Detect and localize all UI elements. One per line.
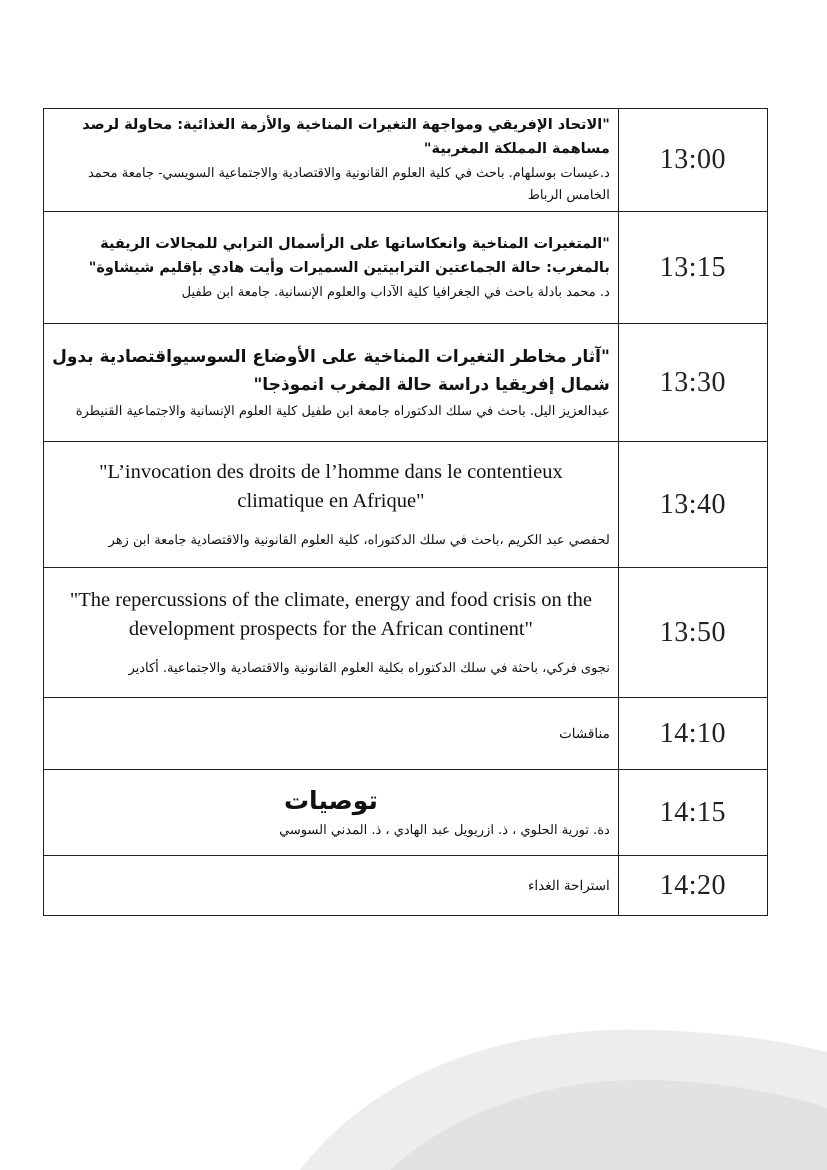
session-time: 13:30 (618, 324, 767, 442)
session-time: 13:50 (618, 568, 767, 698)
table-row (44, 698, 768, 770)
table-row (44, 324, 768, 442)
table-row (44, 770, 768, 856)
session-time: 14:15 (618, 770, 767, 856)
session-time: 14:20 (618, 856, 767, 916)
session-time: 13:15 (618, 212, 767, 324)
session-description (44, 568, 619, 698)
session-speaker: لحفصي عبد الكريم ،باحث في سلك الدكتوراه، كلية العلوم القانونية والاقتصادية جامعة ابن زهر (108, 532, 610, 548)
session-description (44, 856, 619, 916)
table-row (44, 442, 768, 568)
session-time: 13:00 (618, 109, 767, 212)
table-row (44, 212, 768, 324)
session-speaker: عبدالعزيز اليل. باحث في سلك الدكتوراه جامعة ابن طفيل كلية العلوم الإنسانية والاجتماعية القنيطرة (75, 403, 610, 419)
session-title: "الاتحاد الإفريقي ومواجهة التغيرات المناخية والأزمة الغذائية: محاولة لرصد مساهمة المملكة المغربية" (82, 117, 610, 157)
session-title: "L’invocation des droits de l’homme dans le contentieux climatique en Afrique" (99, 460, 563, 512)
program-table (43, 108, 768, 916)
session-title: "The repercussions of the climate, energy and food crisis on the development prospects for the African continent" (69, 588, 592, 640)
lunch-break-label: استراحة الغداء (528, 877, 610, 894)
recommendations-title: توصيات (283, 785, 378, 815)
session-description (44, 324, 619, 442)
session-speaker: د. محمد بادلة باحث في الجغرافيا كلية الآداب والعلوم الإنسانية. جامعة ابن طفيل (181, 284, 610, 300)
session-speaker: دة. تورية الحلوي ، ذ. ازريويل عبد الهادي ، ذ. المدني السوسي (279, 822, 610, 838)
discussion-label: مناقشات (559, 725, 610, 742)
session-description (44, 698, 619, 770)
session-speaker: نجوى فركي، باحثة في سلك الدكتوراه بكلية العلوم القانونية والاقتصادية والاجتماعية. أكادير (128, 660, 610, 676)
table-row (44, 109, 768, 212)
session-time: 14:10 (618, 698, 767, 770)
table-row (44, 856, 768, 916)
session-title: "المتغيرات المناخية وانعكاساتها على الرأسمال الترابي للمجالات الريفية بالمغرب: حالة الجماعتين الترابيتين السميرات وأيت هادي بإقليم شيشاوة" (88, 235, 610, 276)
session-time: 13:40 (618, 442, 767, 568)
session-description (44, 212, 619, 324)
session-title: "آثار مخاطر التغيرات المناخية على الأوضاع السوسيواقتصادية بدول شمال إفريقيا دراسة حالة المغرب انموذجا" (52, 346, 610, 395)
session-speaker: د.عيسات بوسلهام. باحث في كلية العلوم القانونية والاقتصادية والاجتماعية السويسي- جامعة محمد الخامس الرباط (87, 166, 610, 203)
session-description (44, 109, 619, 212)
session-description (44, 770, 619, 856)
table-row (44, 568, 768, 698)
session-description (44, 442, 619, 568)
